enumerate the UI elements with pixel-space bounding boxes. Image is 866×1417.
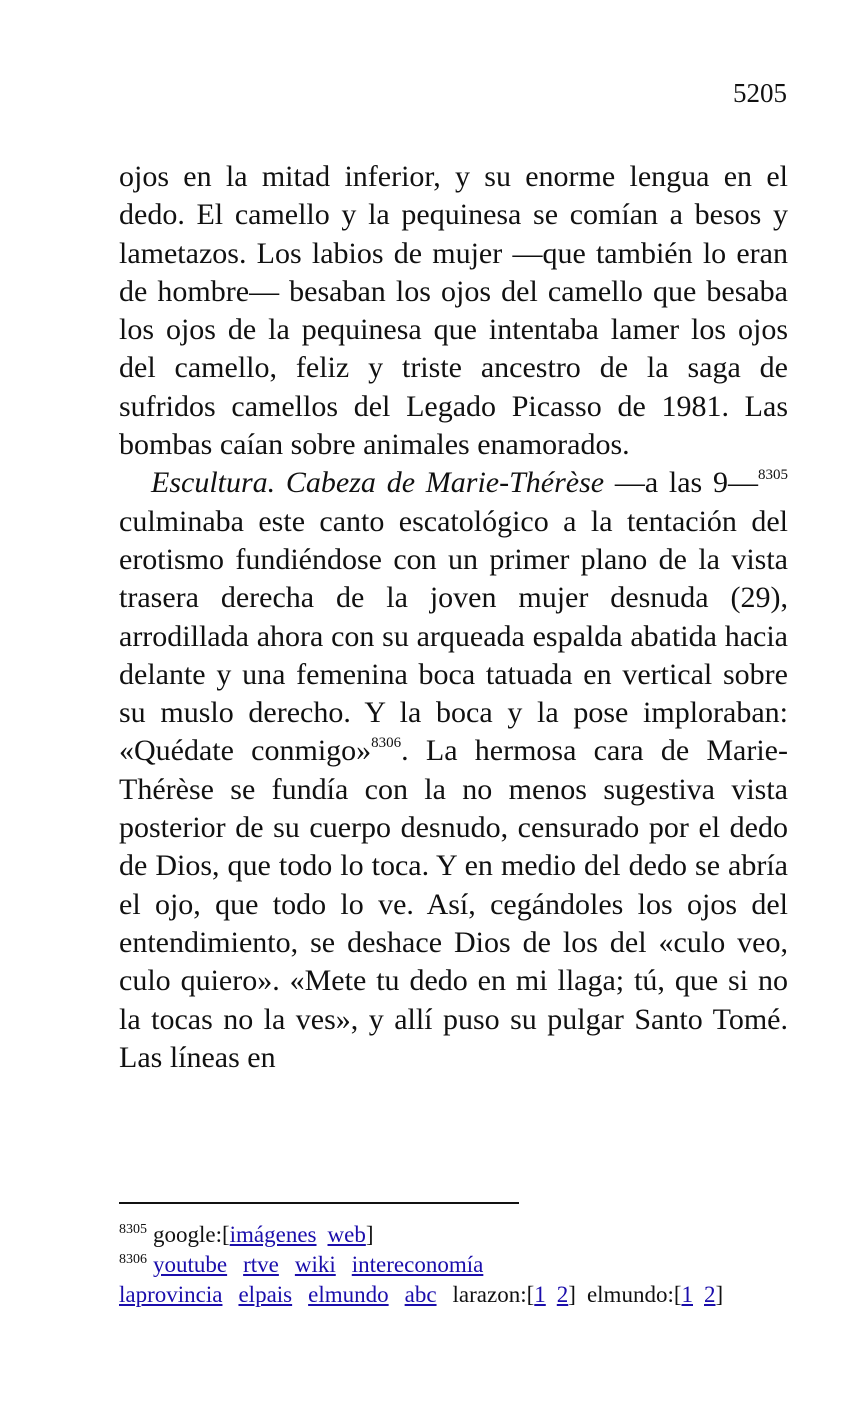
- elmundo-prefix: elmundo:[: [586, 1282, 682, 1307]
- link-elmundo[interactable]: elmundo: [308, 1282, 389, 1307]
- paragraph-1: ojos en la mitad inferior, y su enorme lengua en el dedo. El camello y la pequinesa se comían a besos y lametazos. Los labios de mujer —que también lo eran de hombre— besaban los ojos del camello que besaba los ojos de la pequinesa que intentaba lamer los ojos del camello, feliz y triste ancestro de la saga de sufridos camellos del Legado Picasso de 1981. Las bombas caían sobre animales enamorados.: [119, 160, 788, 462]
- page-number: 5205: [733, 78, 787, 108]
- link-intereconomia[interactable]: intereconomía: [351, 1252, 484, 1277]
- link-abc[interactable]: abc: [404, 1282, 437, 1307]
- footnote-separator: [119, 1202, 519, 1204]
- larazon-suffix: ]: [568, 1282, 576, 1307]
- link-laprovincia[interactable]: laprovincia: [119, 1282, 223, 1307]
- footnote-mark: 8305: [119, 1222, 147, 1237]
- paragraph-2-text-c: . La hermosa cara de Marie-Thérèse se fundía con la no menos sugestiva vista posterior de su cuerpo desnudo, censurado por el dedo de Dios, que todo lo toca. Y en medio del dedo se abría el ojo, que todo lo ve. Así, cegándoles los ojos del entendimiento, se deshace Dios de los del «culo veo, culo quiero». «Mete tu dedo en mi llaga; tú, que si no la tocas no la ves», y allí puso su pulgar Santo Tomé. Las líneas en: [119, 734, 788, 1074]
- link-youtube[interactable]: youtube: [153, 1252, 228, 1277]
- google-suffix: ]: [365, 1222, 374, 1247]
- footnotes: [119, 1220, 799, 1310]
- footnote-8305: [119, 1220, 799, 1250]
- larazon-prefix: larazon:[: [452, 1282, 535, 1307]
- footnote-8306: [119, 1250, 799, 1280]
- link-elmundo-2[interactable]: 2: [704, 1282, 716, 1307]
- paragraph-2-text-b: culminaba este canto escatológico a la tentación del erotismo fundiéndose con un primer plano de la vista trasera derecha de la joven mujer desnuda (29), arrodillada ahora con su arqueada espalda abatida hacia delante y una femenina boca tatuada en vertical sobre su muslo derecho. Y la boca y la pose imploraban: «Quédate conmigo»: [119, 504, 788, 768]
- link-rtve[interactable]: rtve: [243, 1252, 279, 1277]
- google-prefix: google:[: [153, 1222, 230, 1247]
- paragraph-2: [119, 464, 788, 1077]
- elmundo-suffix: ]: [715, 1282, 724, 1307]
- footnote-mark: 8306: [119, 1252, 147, 1267]
- footnote-8306-line-2: [119, 1280, 799, 1310]
- link-web[interactable]: web: [327, 1222, 366, 1247]
- link-larazon-1[interactable]: 1: [534, 1282, 546, 1307]
- footnote-ref-8306[interactable]: 8306: [371, 735, 402, 752]
- artwork-title: Escultura. Cabeza de Marie-Thérèse: [151, 466, 605, 500]
- paragraph-2-text-a: —a las 9—: [604, 466, 758, 500]
- link-larazon-2[interactable]: 2: [556, 1282, 569, 1307]
- footnote-ref-8305[interactable]: 8305: [758, 467, 788, 484]
- link-elmundo-1[interactable]: 1: [681, 1282, 693, 1307]
- link-elpais[interactable]: elpais: [238, 1282, 293, 1307]
- link-wiki[interactable]: wiki: [294, 1252, 336, 1277]
- body-text: [119, 158, 788, 1077]
- link-imagenes[interactable]: imágenes: [229, 1222, 317, 1247]
